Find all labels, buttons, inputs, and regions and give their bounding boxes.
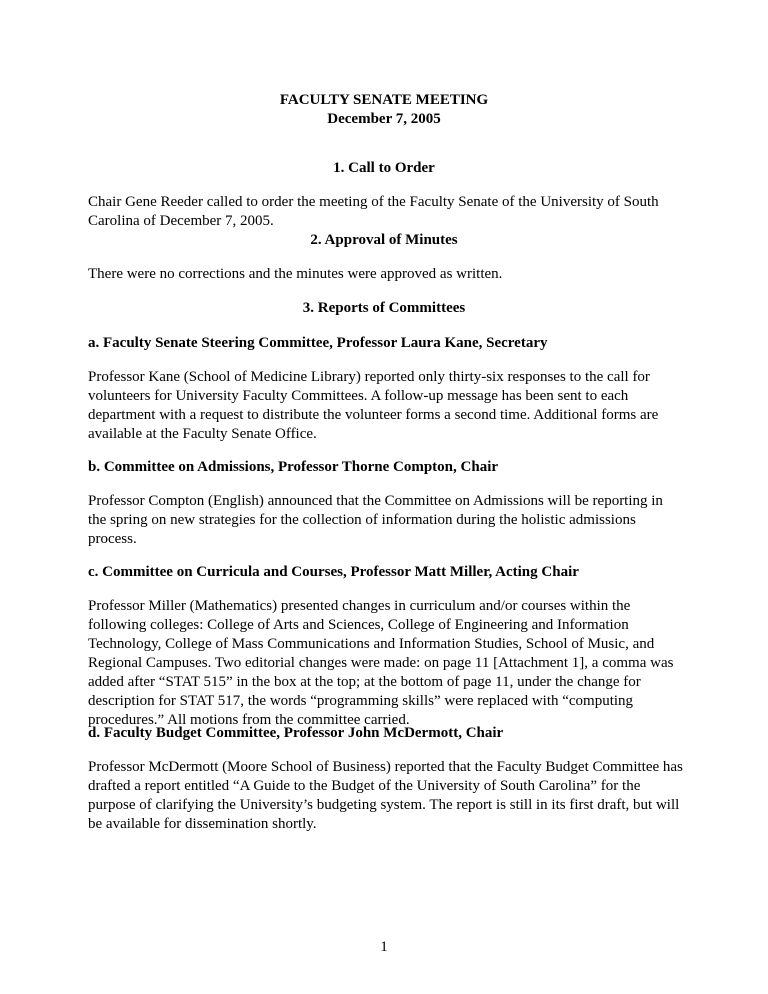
document-title: FACULTY SENATE MEETING [279, 92, 489, 108]
section-1-heading: 1. Call to Order [333, 160, 435, 176]
committee-b-text: Professor Compton (English) announced that the Committee on Admissions will be reporting in the spring on new strategies for the collection of information during the holistic admissions process. [88, 493, 663, 547]
committee-a-heading: a. Faculty Senate Steering Committee, Professor Laura Kane, Secretary [88, 335, 548, 351]
section-1-text: Chair Gene Reeder called to order the meeting of the Faculty Senate of the University of South Carolina of December 7, 2005. [88, 194, 659, 229]
committee-b-heading: b. Committee on Admissions, Professor Thorne Compton, Chair [88, 459, 499, 475]
committee-d-text: Professor McDermott (Moore School of Business) reported that the Faculty Budget Committee has drafted a report entitled “A Guide to the Budget of the University of South Carolina” for the purpose of clarifying the University’s budgeting system. The report is still in its first draft, but will be available for dissemination shortly. [88, 759, 683, 832]
committee-c-heading: c. Committee on Curricula and Courses, Professor Matt Miller, Acting Chair [88, 564, 579, 580]
section-3-heading: 3. Reports of Committees [302, 300, 466, 316]
page-number: 1 [380, 939, 388, 955]
section-2-heading: 2. Approval of Minutes [310, 232, 458, 248]
committee-c-text: Professor Miller (Mathematics) presented changes in curriculum and/or courses within the following colleges: College of Arts and Sciences, College of Engineering and Information Technology, College of Mass Communications and Information Studies, School of Music, and Regional Campuses. Two editorial changes were made: on page 11 [Attachment 1], a comma was added after “STAT 515” in the box at the top; at the bottom of page 11, under the change for description for STAT 517, the words “programming skills” were replaced with “computing procedures.” All motions from the committee carried. [88, 598, 674, 728]
committee-d-heading: d. Faculty Budget Committee, Professor John McDermott, Chair [88, 725, 504, 741]
meeting-date: December 7, 2005 [327, 111, 441, 127]
committee-a-text: Professor Kane (School of Medicine Library) reported only thirty-six responses to the call for volunteers for University Faculty Committees. A follow-up message has been sent to each department with a request to distribute the volunteer forms a second time. Additional forms are available at the Faculty Senate Office. [88, 369, 659, 442]
section-2-text: There were no corrections and the minutes were approved as written. [88, 266, 503, 282]
